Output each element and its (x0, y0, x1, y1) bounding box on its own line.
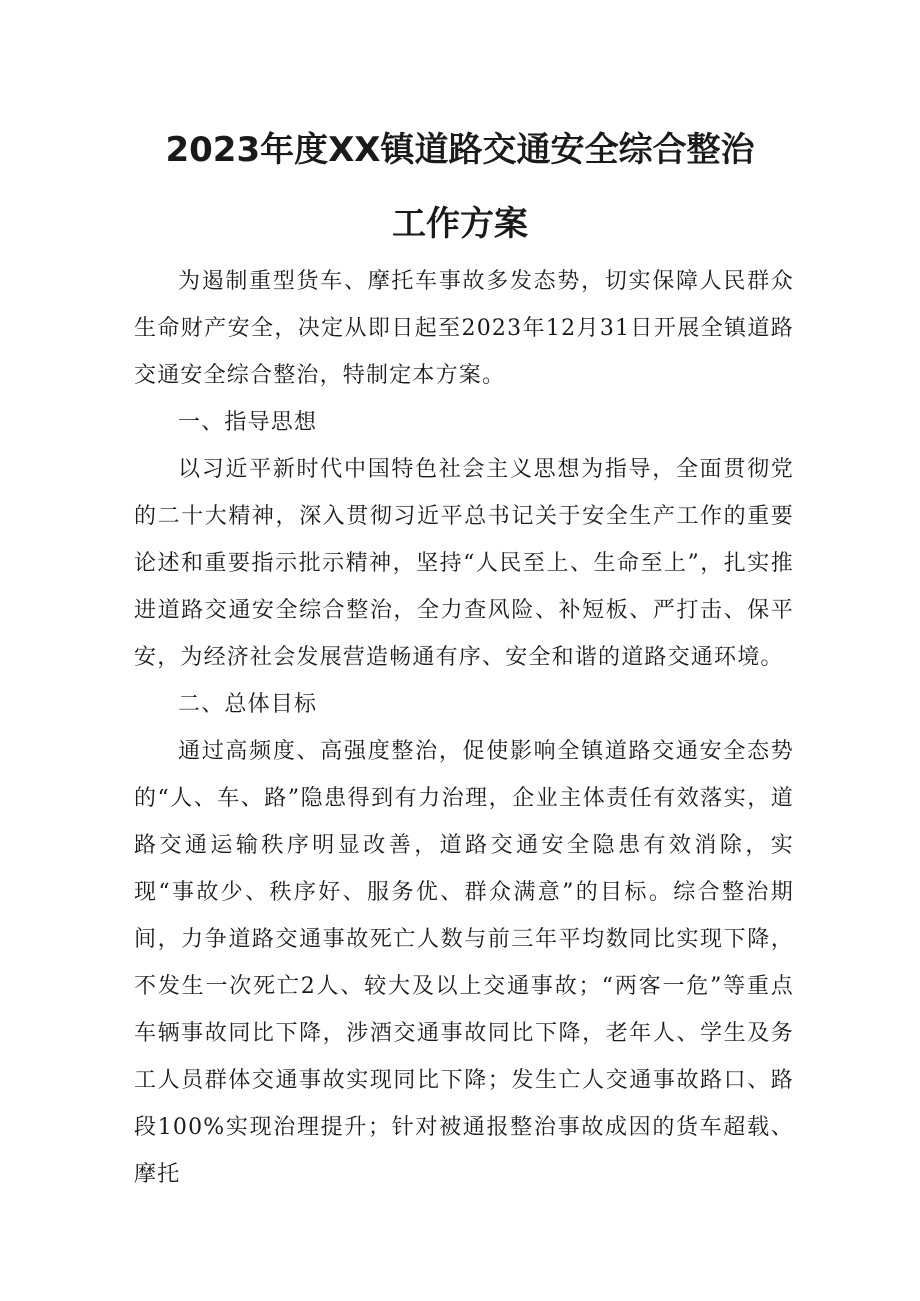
guiding-ideology-paragraph: 以习近平新时代中国特色社会主义思想为指导，全面贯彻党的二十大精神，深入贯彻习近平总书记关于安全生产工作的重要论述和重要指示批示精神，坚持“人民至上、生命至上”，扎实推进道路交通安全综合整治，全力查风险、补短板、严打击、保平安，为经济社会发展营造畅通有序、安全和谐的道路交通环境。 (134, 457, 794, 670)
document-title-line-2: 工作方案 (392, 204, 528, 244)
section-heading-guiding-ideology: 一、指导思想 (178, 410, 318, 435)
intro-paragraph: 为遏制重型货车、摩托车事故多发态势，切实保障人民群众生命财产安全，决定从即日起至2023年12月31日开展全镇道路交通安全综合整治，特制定本方案。 (134, 269, 794, 388)
document-title-line-1: 2023年度XX镇道路交通安全综合整治 (165, 130, 755, 170)
overall-goals-paragraph: 通过高频度、高强度整治，促使影响全镇道路交通安全态势的“人、车、路”隐患得到有力治理，企业主体责任有效落实，道路交通运输秩序明显改善，道路交通安全隐患有效消除，实现“事故少、秩序好、服务优、群众满意”的目标。综合整治期间，力争道路交通事故死亡人数与前三年平均数同比实现下降，不发生一次死亡2人、较大及以上交通事故；“两客一危”等重点车辆事故同比下降，涉酒交通事故同比下降，老年人、学生及务工人员群体交通事故实现同比下降；发生亡人交通事故路口、路段100%实现治理提升；针对被通报整治事故成因的货车超载、摩托 (134, 739, 794, 1187)
section-heading-overall-goals: 二、总体目标 (178, 692, 318, 717)
document-body (134, 258, 794, 1198)
